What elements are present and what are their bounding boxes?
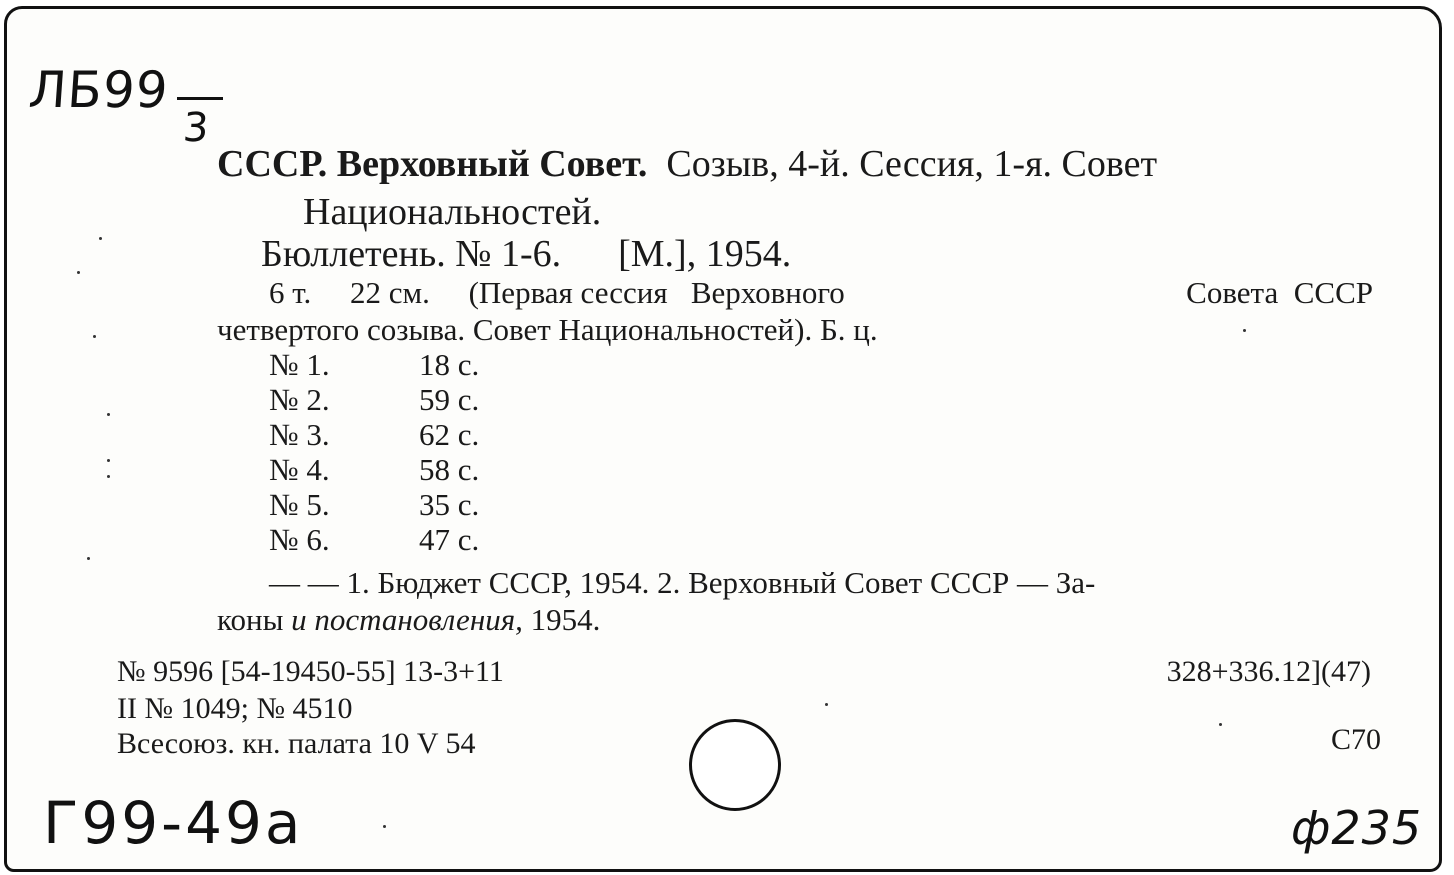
subject-headings-line-1: — — 1. Бюджет СССР, 1954. 2. Верховный Совет СССР — За- [269, 565, 1096, 600]
scan-speck [99, 237, 102, 240]
handwritten-call-number: ЛБ99 [26, 61, 171, 119]
scan-speck [77, 271, 80, 274]
classification-code: С70 [1330, 723, 1381, 756]
handwritten-shelf-mark: Г99-49а [43, 789, 304, 857]
issue-pages: 47 с. [419, 522, 480, 557]
list-item [269, 487, 479, 522]
list-item [269, 417, 479, 452]
footer-secondary-numbers: II № 1049; № 4510 [117, 692, 353, 725]
footer-record-number: № 9596 [54-19450-55] 13-3+11 [117, 655, 504, 688]
issue-number: № 2. [269, 382, 330, 417]
classification-index: 328+336.12](47) [1166, 655, 1371, 688]
issue-number: № 1. [269, 347, 330, 382]
scan-speck [107, 459, 110, 462]
catalog-card [4, 6, 1442, 872]
issue-pages: 62 с. [419, 417, 480, 452]
issue-pages: 35 с. [419, 487, 480, 522]
issue-number: № 3. [269, 417, 330, 452]
list-item [269, 382, 479, 417]
description-line-2: четвертого созыва. Совет Национальностей). Б. ц. [217, 312, 878, 347]
scan-speck [87, 557, 90, 560]
handwritten-inventory-mark: ф235 [1291, 801, 1423, 855]
list-item [269, 347, 479, 382]
issue-pages: 59 с. [419, 382, 480, 417]
issue-pages: 18 с. [419, 347, 480, 382]
card-heading [217, 142, 1157, 186]
issue-number: № 4. [269, 452, 330, 487]
subject-plain: коны [217, 602, 292, 637]
heading-session: Созыв, 4-й. Сессия, 1-я. Совет [647, 143, 1158, 185]
card-title: Бюллетень. № 1-6. [М.], 1954. [261, 233, 792, 275]
scan-speck [1243, 329, 1246, 332]
footer-chamber-stamp: Всесоюз. кн. палата 10 V 54 [117, 727, 476, 760]
issue-number: № 6. [269, 522, 330, 557]
scan-speck [93, 335, 96, 338]
list-item [269, 452, 479, 487]
description-line-1: 6 т. 22 см. (Первая сессия Верховного [269, 275, 845, 310]
heading-continuation: Национальностей. [303, 191, 602, 233]
issue-number: № 5. [269, 487, 330, 522]
list-item [269, 522, 479, 557]
subject-year: 1954. [522, 602, 601, 637]
scan-speck [1219, 723, 1222, 726]
punch-hole [689, 719, 781, 811]
subject-headings-line-2 [217, 602, 600, 638]
call-number-fraction-bar [177, 97, 223, 100]
handwritten-call-fraction: 3 [181, 105, 211, 151]
scan-speck [107, 413, 110, 416]
scan-speck [825, 703, 828, 706]
issues-list [269, 347, 479, 557]
heading-author: СССР. Верховный Совет. [217, 143, 648, 185]
subject-italic: и постановления, [291, 602, 523, 637]
scan-speck [383, 825, 386, 828]
description-line-1-end: Совета СССР [1186, 275, 1373, 310]
issue-pages: 58 с. [419, 452, 480, 487]
scan-speck [107, 475, 110, 478]
